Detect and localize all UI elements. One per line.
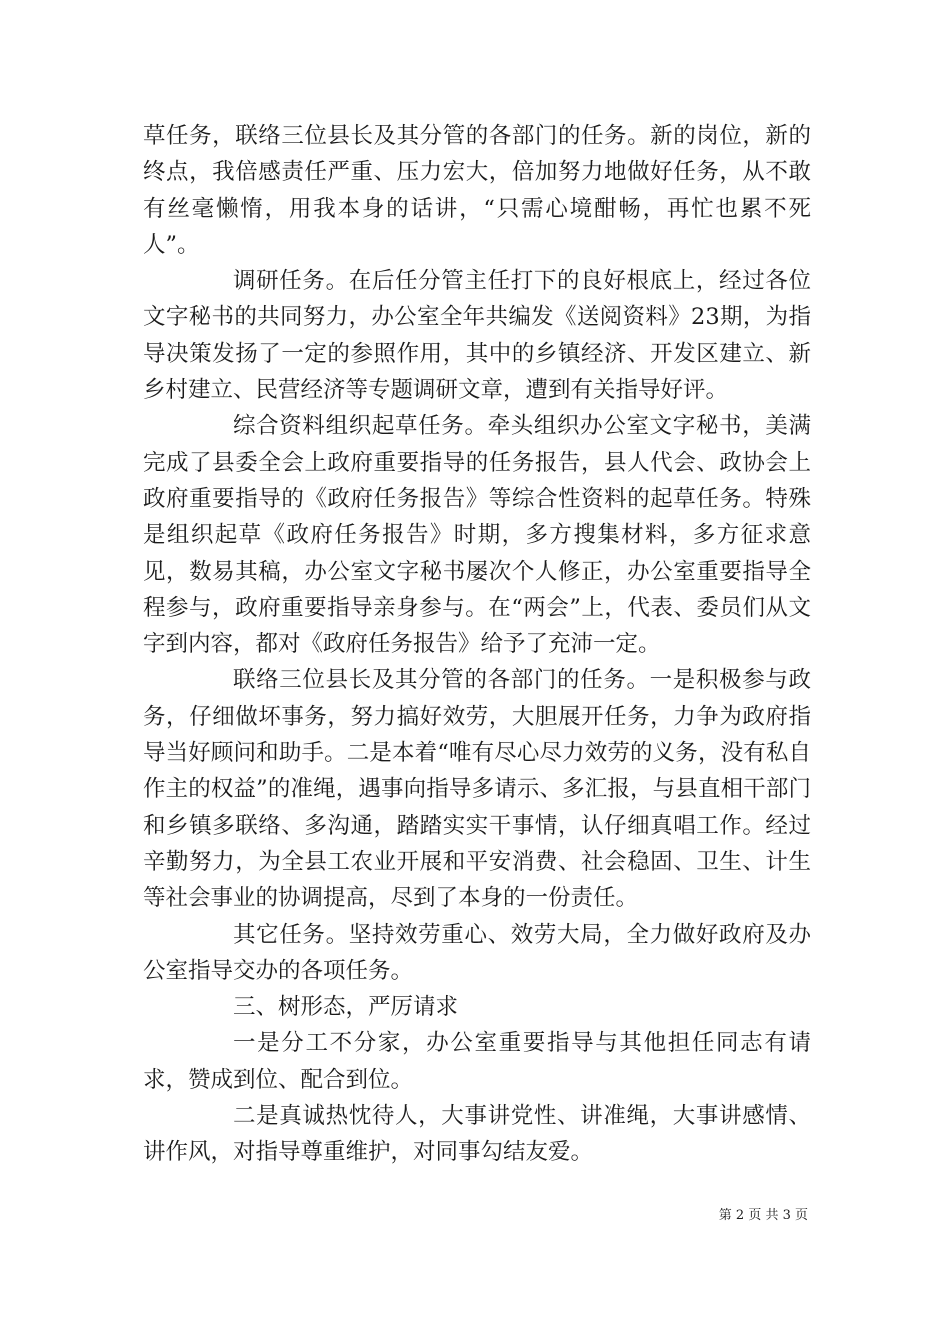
document-body: [143, 118, 811, 1171]
paragraph-other-tasks: 其它任务。坚持效劳重心、效劳大局，全力做好政府及办公室指导交办的各项任务。: [143, 921, 811, 984]
page-number-footer: 第 2 页 共 3 页: [718, 1208, 808, 1223]
paragraph-drafting-task: 综合资料组织起草任务。牵头组织办公室文字秘书，美满完成了县委全会上政府重要指导的任务报告，县人代会、政协会上政府重要指导的《政府任务报告》等综合性资料的起草任务。特殊是组织起草《政府任务报告》时期，多方搜集材料，多方征求意见，数易其稿，办公室文字秘书屡次个人修正，办公室重要指导全程参与，政府重要指导亲身参与。在“两会”上，代表、委员们从文字到内容，都对《政府任务报告》给予了充沛一定。: [143, 413, 811, 658]
section-heading-three: 三、树形态，严厉请求: [233, 994, 459, 1021]
paragraph-research-task: 调研任务。在后任分管主任打下的良好根底上，经过各位文字秘书的共同努力，办公室全年共编发《送阅资料》23期，为指导决策发扬了一定的参照作用，其中的乡镇经济、开发区建立、新乡村建立、民营经济等专题调研文章，遭到有关指导好评。: [143, 268, 811, 404]
paragraph-continuation: 草任务，联络三位县长及其分管的各部门的任务。新的岗位，新的终点，我倍感责任严重、压力宏大，倍加努力地做好任务，从不敢有丝毫懒惰，用我本身的话讲，“只需心境酣畅，再忙也累不死人”。: [143, 123, 811, 258]
paragraph-point-two: 二是真诚热忱待人，大事讲党性、讲准绳，大事讲感情、讲作风，对指导尊重维护，对同事勾结友爱。: [143, 1103, 811, 1166]
paragraph-liaison-task: 联络三位县长及其分管的各部门的任务。一是积极参与政务，仔细做坏事务，努力搞好效劳，大胆展开任务，力争为政府指导当好顾问和助手。二是本着“唯有尽心尽力效劳的义务，没有私自作主的权益”的准绳，遇事向指导多请示、多汇报，与县直相干部门和乡镇多联络、多沟通，踏踏实实干事情，认仔细真唱工作。经过辛勤努力，为全县工农业开展和平安消费、社会稳固、卫生、计生等社会事业的协调提高，尽到了本身的一份责任。: [143, 667, 811, 912]
paragraph-point-one: 一是分工不分家，办公室重要指导与其他担任同志有请求，赞成到位、配合到位。: [143, 1030, 811, 1093]
